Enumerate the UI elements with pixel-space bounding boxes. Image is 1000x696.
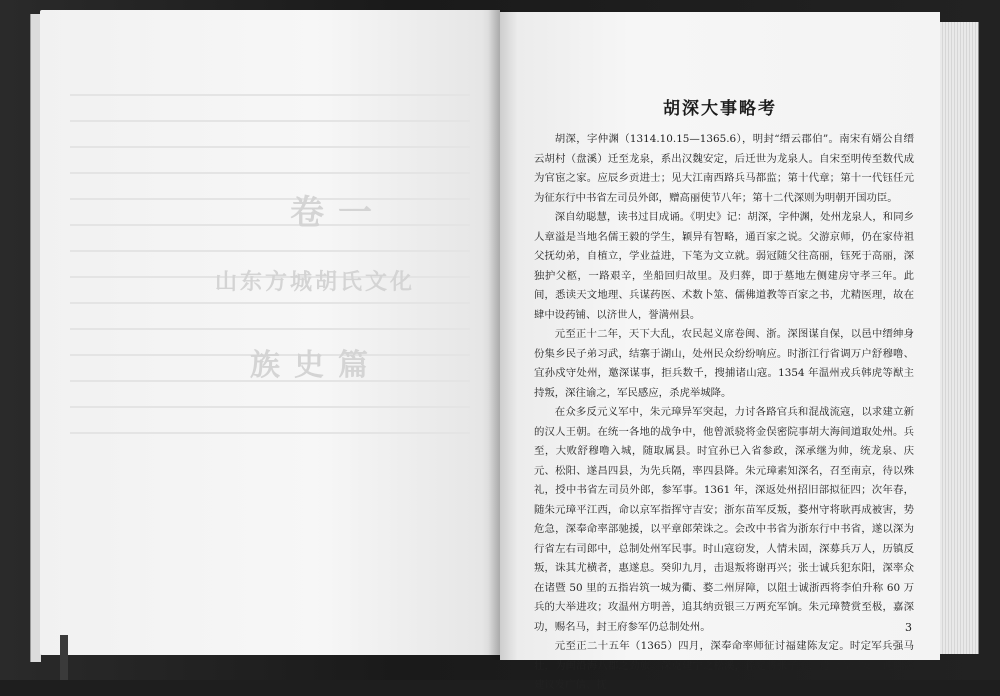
paragraph: 元至正十二年，天下大乱，农民起义席卷闽、浙。深图谋自保，以邑中缙绅身份集乡民子弟习武，结寨于湖山，处州民众纷纷响应。时浙江行省调万户舒穆噜、宜孙戍守处州，邀深谋事，拒兵数千，搜捕诸山寇。1354 年温州戎兵韩虎等猷主持叛，深往谕之，军民感应，杀虎举城降。 [534, 328, 914, 399]
paragraph: 元至正二十五年（1365）四月，深奉命率师征讨福建陈友定。时定军兵强马壮，为闽沿海八郡之劲旅。深克建宁之松溪，俘定将张子玉，遣兵奔崇安。此时深建议发广信、抚 [534, 640, 914, 691]
show-through-subtitle: 山东方城胡氏文化 [215, 269, 416, 295]
paragraph: 深自幼聪慧，读书过目成诵。《明史》记：胡深，字仲渊，处州龙泉人，和同乡人章溢是当地名儒王毅的学生，颖异有智略，通百家之说。父游京师，仍在家侍祖父抚幼弟，自植立，学业益进，下笔为文立就。弱冠随父往高丽，钰死于高丽，深独护父柩，一路艰辛，坐船回归故里。及归葬，即于墓地左侧建房守孝三年。此间，悉读天文地理、兵谋药医、术数卜筮、儒佛道教等百家之书，尤精医理，故在肆中设药铺、以济世人，誉满州县。 [534, 211, 914, 321]
left-page-show-through-lines [70, 70, 470, 458]
page-number: 3 [905, 621, 912, 634]
paragraph: 在众多反元义军中，朱元璋异军突起，力讨各路官兵和混战流寇，以求建立新的汉人王朝。在统一各地的战争中，他曾派骁将金俣密院事胡大海间道取处州。兵至，大败舒穆噜入城，随取属县。时宜孙已入省参政，深承继为帅，统龙泉、庆元、松阳、遂昌四县，为先兵隔，率四县降。朱元璋素知深名，召至南京，待以殊礼，授中书省左司员外郎，参军事。1361 年，深返处州招旧部拟征四；次年春，随朱元璋平江西，命以京军指挥守吉安；浙东苗军反叛，婺州守将耿再成被害，势危急，深奉命率部驰援，以平章郎荣诛之。会改中书省为浙东行中书省，遂以深为行省左右司郎中，总制处州军民事。时山寇窃发，人情未固，深募兵万人，历镇反叛，诛其尤横者，惠遂息。癸卯九月，击退叛将谢再兴；张士诚兵犯东阳，深率众在诸暨 50 里的五指岩筑一城为衢、婺二州屏障，以阻士诚浙西将李伯升称 60 万兵的大举进攻；攻温州方明善，追其纳贡银三万两充军饷。朱元璋赞赏至极，嘉深功，赐名马，封王府参军仍总制处州。 [534, 406, 914, 633]
page-body [534, 130, 914, 696]
show-through-chapter: 族史篇 [250, 348, 382, 383]
page-title: 胡深大事略考 [663, 99, 777, 119]
page-stack-edge [940, 22, 979, 654]
right-page [500, 12, 940, 691]
paragraph: 胡深，字仲渊（1314.10.15—1365.6），明封“缙云郡伯”。南宋有婿公自缙云胡村（盘溪）迁至龙泉，系出汉魏安定，后迁世为龙泉人。自宋至明传至数代成为官宦之家。应辰乡贡进士；见大江南西路兵马都监；第十代章；第十一代钰任元为征东行中书省左司员外郎，赠高丽使节八年；第十二代深则为明朝开国功臣。 [534, 133, 914, 204]
show-through-juan-yi: 卷一 [290, 193, 386, 233]
bookmark-ribbon[interactable] [60, 635, 68, 680]
left-page [40, 10, 500, 655]
